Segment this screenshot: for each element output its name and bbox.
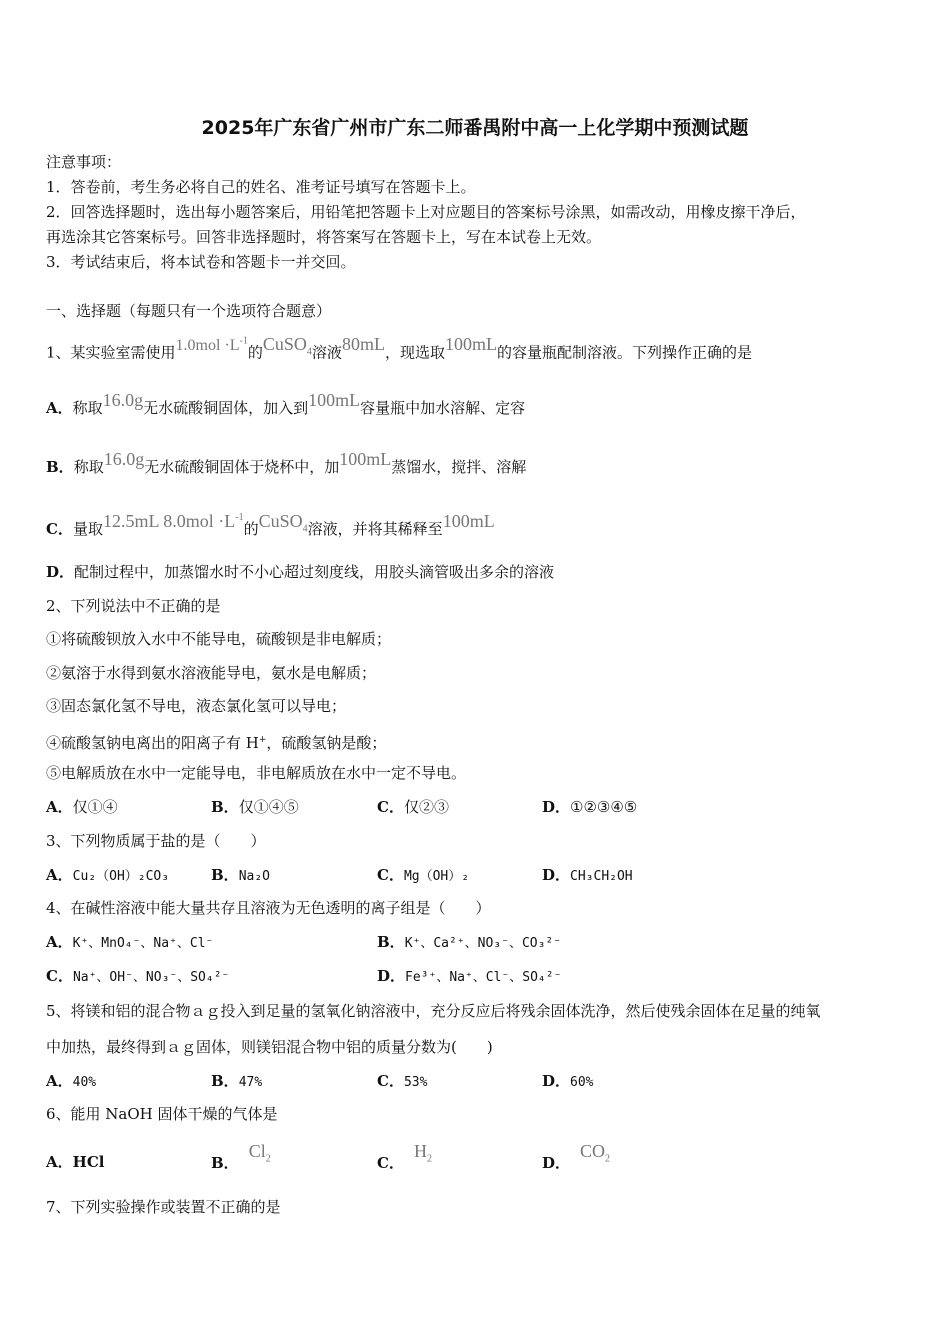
q4-stem: 4、在碱性溶液中能大量共存且溶液为无色透明的离子组是（ ） xyxy=(46,899,491,917)
q4-option-d-label: D． xyxy=(377,967,406,985)
q1-text-5: 的容量瓶配制溶液。下列操作正确的是 xyxy=(496,343,752,362)
q1-formula-cuso4-text: CuSO xyxy=(262,334,307,355)
q1-option-d-text: 配制过程中，加蒸馏水时不小心超过刻度线，用胶头滴管吸出多余的溶液 xyxy=(74,563,555,581)
q4-option-a-text: K⁺、MnO₄⁻、Na⁺、Cl⁻ xyxy=(72,936,214,951)
q1-option-a-text-3: 容量瓶中加水溶解、定容 xyxy=(360,399,526,417)
section-heading: 一、选择题（每题只有一个选项符合题意） xyxy=(46,302,332,320)
q1-option-c-formula-2-sub: 4 xyxy=(302,523,308,535)
q1-option-c-formula-2-text: CuSO xyxy=(258,511,303,531)
q1-option-c-text-2: 的 xyxy=(243,520,259,538)
q2-option-d-label: D． xyxy=(542,798,571,816)
q6-option-a-label: A． xyxy=(46,1153,73,1171)
notice-item-1: 1．答卷前，考生务必将自己的姓名、准考证号填写在答题卡上。 xyxy=(46,178,476,196)
q2-statement-4 xyxy=(46,730,386,753)
q7-stem: 7、下列实验操作或装置不正确的是 xyxy=(46,1198,281,1216)
q1-formula-80ml: 80mL xyxy=(341,334,385,355)
notice-item-3: 3．考试结束后，将本试卷和答题卡一并交回。 xyxy=(46,253,356,271)
q2-option-a-label: A． xyxy=(46,798,73,816)
q3-option-a-label: A． xyxy=(46,866,73,884)
q1-option-a-text-2: 无水硫酸铜固体，加入到 xyxy=(143,399,309,417)
q4-option-b xyxy=(377,932,561,954)
q3-option-d xyxy=(542,865,633,887)
q6-option-c xyxy=(377,1141,432,1181)
q5-option-c-text: 53% xyxy=(403,1075,428,1090)
q1-formula-100ml: 100mL xyxy=(444,334,497,355)
q1-formula-conc-sup: -1 xyxy=(239,336,248,347)
q1-option-c-label: C． xyxy=(46,520,73,538)
q2-option-b-label: B． xyxy=(211,798,239,816)
q1-option-a-text-1: 称取 xyxy=(72,399,103,417)
q5-option-c-label: C． xyxy=(377,1072,404,1090)
q6-option-b-formula xyxy=(248,1141,271,1165)
q3-option-b xyxy=(211,865,270,887)
q1-option-c-formula-2 xyxy=(258,511,308,535)
q1-option-c-formula-1-text: 12.5mL 8.0mol ·L xyxy=(102,511,236,531)
notice-item-2: 2．回答选择题时，选出每小题答案后，用铅笔把答题卡上对应题目的答案标号涂黑，如需改动，用橡皮擦干净后， xyxy=(46,203,806,221)
q1-option-a-formula-1: 16.0g xyxy=(102,390,144,410)
q3-stem: 3、下列物质属于盐的是（ ） xyxy=(46,832,266,850)
notice-heading: 注意事项： xyxy=(46,153,122,171)
q3-option-c xyxy=(377,865,469,887)
q4-option-c xyxy=(46,966,229,988)
q1-option-a-formula-2: 100mL xyxy=(308,390,361,410)
q2-statement-2: ②氨溶于水得到氨水溶液能导电，氨水是电解质； xyxy=(46,664,377,682)
q1-text-1: 1、某实验室需使用 xyxy=(46,343,176,362)
q5-option-b-text: 47% xyxy=(238,1075,263,1090)
q6-option-d xyxy=(542,1141,611,1181)
q1-option-c-formula-1 xyxy=(103,511,244,531)
page-title: 2025年广东省广州市广东二师番禺附中高一上化学期中预测试题 xyxy=(201,117,749,139)
q1-option-b-formula-2: 100mL xyxy=(339,449,392,469)
q4-option-c-label: C． xyxy=(46,967,73,985)
q1-text-2: 的 xyxy=(247,343,263,362)
q6-option-b-sub: 2 xyxy=(265,1153,271,1165)
q6-option-d-sub: 2 xyxy=(605,1153,611,1165)
q1-formula-cuso4 xyxy=(262,334,312,358)
q4-option-a xyxy=(46,932,213,954)
q1-formula-conc-text: 1.0mol ·L xyxy=(175,337,240,355)
q3-option-a xyxy=(46,865,169,887)
q1-option-b-text-1: 称取 xyxy=(73,458,104,476)
q6-option-d-label: D． xyxy=(542,1154,571,1172)
q1-text-4: ，现选取 xyxy=(384,343,445,362)
q5-option-a-text: 40% xyxy=(72,1075,97,1090)
q2-statement-3: ③固态氯化氢不导电，液态氯化氢可以导电； xyxy=(46,697,347,715)
q1-option-a xyxy=(46,390,526,418)
q5-option-a xyxy=(46,1071,96,1093)
q3-option-c-label: C． xyxy=(377,866,404,884)
q2-statement-1: ①将硫酸钡放入水中不能导电，硫酸钡是非电解质； xyxy=(46,630,392,648)
q5-stem-line-2: 中加热，最终得到ａｇ固体，则镁铝混合物中铝的质量分数为( ) xyxy=(46,1038,493,1056)
q5-option-d-label: D． xyxy=(542,1072,571,1090)
q1-option-d-label: D． xyxy=(46,563,75,581)
q1-text-3: 溶液 xyxy=(311,343,342,362)
q1-option-b-text-3: 蒸馏水，搅拌、溶解 xyxy=(391,458,527,476)
q2-stem: 2、下列说法中不正确的是 xyxy=(46,597,221,615)
q6-stem: 6、能用 NaOH 固体干燥的气体是 xyxy=(46,1105,278,1123)
q6-option-d-formula xyxy=(580,1141,611,1165)
q5-option-a-label: A． xyxy=(46,1072,73,1090)
q1-option-b-label: B． xyxy=(46,458,74,476)
q6-option-c-label: C． xyxy=(377,1154,404,1172)
q2-statement-4-text-1: ④硫酸氢钠电离出的阳离子有 H xyxy=(46,734,259,752)
q2-option-c-label: C． xyxy=(377,798,404,816)
q3-option-b-text: Na₂O xyxy=(238,869,270,884)
q2-statement-5: ⑤电解质放在水中一定能导电，非电解质放在水中一定不导电。 xyxy=(46,764,467,782)
q2-option-a-text: 仅①④ xyxy=(72,798,118,816)
q4-option-c-text: Na⁺、OH⁻、NO₃⁻、SO₄²⁻ xyxy=(72,970,230,985)
q6-option-b-text: Cl xyxy=(248,1141,266,1161)
q2-option-c-text: 仅②③ xyxy=(403,798,449,816)
q1-option-d xyxy=(46,562,554,582)
q1-option-b xyxy=(46,449,527,477)
notice-item-2-cont: 再选涂其它答案标号。回答非选择题时，将答案写在答题卡上，写在本试卷上无效。 xyxy=(46,228,602,246)
q3-option-d-text: CH₃CH₂OH xyxy=(570,869,633,884)
q6-option-b-label: B． xyxy=(211,1154,239,1172)
q3-option-d-label: D． xyxy=(542,866,571,884)
q5-option-d xyxy=(542,1071,594,1093)
q6-option-c-formula xyxy=(413,1141,432,1165)
q1-option-c-formula-3: 100mL xyxy=(442,511,495,531)
q2-option-c xyxy=(377,797,449,817)
q5-stem-line-1: 5、将镁和铝的混合物ａｇ投入到足量的氢氧化钠溶液中，充分反应后将残余固体洗净，然后使残余固体在足量的纯氧 xyxy=(46,1002,821,1020)
q4-option-a-label: A． xyxy=(46,933,73,951)
q1-option-b-text-2: 无水硫酸铜固体于烧杯中，加 xyxy=(144,458,340,476)
q6-option-a-text: HCl xyxy=(72,1153,105,1171)
q3-option-c-text: Mg（OH）₂ xyxy=(403,869,470,884)
q6-option-a xyxy=(46,1152,104,1172)
q1-stem xyxy=(46,334,752,370)
q5-option-d-text: 60% xyxy=(570,1075,594,1090)
q5-option-c xyxy=(377,1071,427,1093)
q1-option-c xyxy=(46,511,495,547)
q5-option-b xyxy=(211,1071,262,1093)
q2-statement-4-text-2: ，硫酸氢钠是酸； xyxy=(266,734,387,752)
q1-option-c-text-1: 量取 xyxy=(72,520,103,538)
q1-formula-cuso4-sub: 4 xyxy=(306,346,312,358)
q2-option-d xyxy=(542,797,637,817)
q1-formula-conc xyxy=(176,337,248,354)
q6-option-d-text: CO xyxy=(580,1141,606,1161)
q4-option-d xyxy=(377,966,561,988)
q6-option-b xyxy=(211,1141,271,1181)
q4-option-b-text: K⁺、Ca²⁺、NO₃⁻、CO₃²⁻ xyxy=(404,936,562,951)
q1-option-c-text-3: 溶液，并将其稀释至 xyxy=(307,520,443,538)
q1-option-a-label: A． xyxy=(46,399,73,417)
q1-option-c-formula-1-sup: -1 xyxy=(235,512,244,523)
q1-option-b-formula-1: 16.0g xyxy=(103,449,145,469)
q6-option-c-text: H xyxy=(413,1141,427,1161)
q2-option-a xyxy=(46,797,118,817)
q2-statement-4-sup: + xyxy=(258,735,267,745)
q2-option-b-text: 仅①④⑤ xyxy=(238,798,299,816)
q4-option-b-label: B． xyxy=(377,933,405,951)
q6-option-c-sub: 2 xyxy=(426,1153,432,1165)
q2-option-d-text: ①②③④⑤ xyxy=(570,798,638,816)
q5-option-b-label: B． xyxy=(211,1072,239,1090)
q2-option-b xyxy=(211,797,299,817)
q3-option-b-label: B． xyxy=(211,866,239,884)
q4-option-d-text: Fe³⁺、Na⁺、Cl⁻、SO₄²⁻ xyxy=(405,970,562,985)
q3-option-a-text: Cu₂（OH）₂CO₃ xyxy=(72,869,170,884)
